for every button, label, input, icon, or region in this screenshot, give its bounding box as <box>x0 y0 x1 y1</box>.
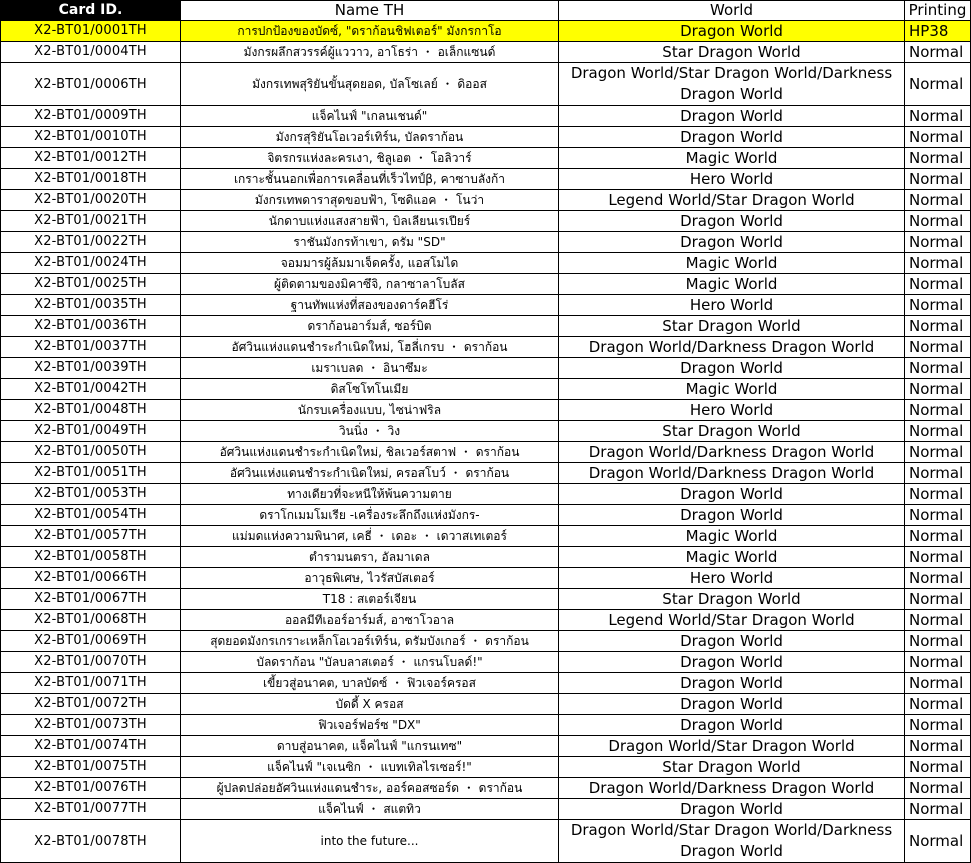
cell-printing[interactable]: Normal <box>905 610 971 631</box>
cell-card-id[interactable]: X2-BT01/0074TH <box>1 736 181 757</box>
cell-world[interactable]: Dragon World/Darkness Dragon World <box>559 463 905 484</box>
cell-card-id[interactable]: X2-BT01/0042TH <box>1 379 181 400</box>
cell-card-id[interactable]: X2-BT01/0021TH <box>1 211 181 232</box>
cell-printing[interactable]: Normal <box>905 400 971 421</box>
cell-card-id[interactable]: X2-BT01/0072TH <box>1 694 181 715</box>
table-row[interactable] <box>1 295 971 316</box>
header-name-th[interactable]: Name TH <box>181 1 559 21</box>
cell-name-th[interactable]: ฟิวเจอร์ฟอร์ซ "DX" <box>181 715 559 736</box>
cell-printing[interactable]: Normal <box>905 484 971 505</box>
cell-printing[interactable]: Normal <box>905 316 971 337</box>
cell-name-th[interactable]: ดาบสู่อนาคต, แจ็คไนฟ์ "แกรนเทซ" <box>181 736 559 757</box>
cell-printing[interactable]: Normal <box>905 442 971 463</box>
table-row[interactable] <box>1 673 971 694</box>
cell-name-th[interactable]: ออลมีทีเออร์อาร์มส์, อาซาโวอาล <box>181 610 559 631</box>
cell-world[interactable]: Dragon World <box>559 484 905 505</box>
cell-world[interactable]: Hero World <box>559 169 905 190</box>
cell-card-id[interactable]: X2-BT01/0071TH <box>1 673 181 694</box>
cell-world[interactable]: Star Dragon World <box>559 316 905 337</box>
cell-printing[interactable]: Normal <box>905 673 971 694</box>
cell-world[interactable]: Legend World/Star Dragon World <box>559 190 905 211</box>
cell-printing[interactable]: Normal <box>905 253 971 274</box>
cell-printing[interactable]: Normal <box>905 358 971 379</box>
table-row[interactable] <box>1 715 971 736</box>
cell-printing[interactable]: Normal <box>905 42 971 63</box>
table-row[interactable] <box>1 42 971 63</box>
cell-name-th[interactable]: ดราโกเมมโมเรีย -เครื่องระลึกถึงแห่งมังกร- <box>181 505 559 526</box>
cell-world[interactable]: Star Dragon World <box>559 421 905 442</box>
cell-card-id[interactable]: X2-BT01/0010TH <box>1 127 181 148</box>
cell-world[interactable]: Dragon World/Star Dragon World <box>559 736 905 757</box>
cell-name-th[interactable]: ทางเดียวที่จะหนีให้พ้นความตาย <box>181 484 559 505</box>
cell-name-th[interactable]: มังกรเทพดาราสุดขอบฟ้า, โซดิแอค ・ โนว่า <box>181 190 559 211</box>
table-row[interactable] <box>1 568 971 589</box>
cell-world[interactable]: Dragon World <box>559 358 905 379</box>
cell-card-id[interactable]: X2-BT01/0024TH <box>1 253 181 274</box>
cell-printing[interactable]: Normal <box>905 274 971 295</box>
cell-name-th[interactable]: วินนิ่ง ・ วิง <box>181 421 559 442</box>
cell-card-id[interactable]: X2-BT01/0009TH <box>1 106 181 127</box>
cell-printing[interactable]: HP38 <box>905 21 971 42</box>
table-row[interactable] <box>1 274 971 295</box>
cell-world[interactable]: Magic World <box>559 274 905 295</box>
cell-name-th[interactable]: อาวุธพิเศษ, ไวรัสบัสเตอร์ <box>181 568 559 589</box>
cell-name-th[interactable]: แม่มดแห่งความพินาศ, เคธี่ ・ เดอะ ・ เดวาสเทเตอร์ <box>181 526 559 547</box>
cell-world[interactable]: Dragon World <box>559 631 905 652</box>
table-row[interactable] <box>1 799 971 820</box>
table-row[interactable] <box>1 820 971 863</box>
table-row[interactable] <box>1 232 971 253</box>
cell-card-id[interactable]: X2-BT01/0053TH <box>1 484 181 505</box>
cell-name-th[interactable]: จอมมารผู้ล้มมาเจ็ดครั้ง, แอสโมได <box>181 253 559 274</box>
table-row[interactable] <box>1 63 971 106</box>
table-row[interactable] <box>1 169 971 190</box>
cell-world[interactable]: Legend World/Star Dragon World <box>559 610 905 631</box>
table-row[interactable] <box>1 610 971 631</box>
table-row[interactable] <box>1 652 971 673</box>
cell-name-th[interactable]: อัศวินแห่งแดนชำระกำเนิดใหม่, โฮลี่เกรบ ・ ดราก้อน <box>181 337 559 358</box>
cell-card-id[interactable]: X2-BT01/0004TH <box>1 42 181 63</box>
cell-printing[interactable]: Normal <box>905 652 971 673</box>
cell-printing[interactable]: Normal <box>905 505 971 526</box>
cell-name-th[interactable]: into the future... <box>181 820 559 863</box>
cell-name-th[interactable]: จิตรกรแห่งละครเงา, ชิลูเอต ・ โอลิวาร์ <box>181 148 559 169</box>
cell-world[interactable]: Dragon World <box>559 211 905 232</box>
cell-name-th[interactable]: บัลดราก้อน "บัลบลาสเตอร์ ・ แกรนโบลด์!" <box>181 652 559 673</box>
cell-world[interactable]: Dragon World <box>559 106 905 127</box>
cell-printing[interactable]: Normal <box>905 190 971 211</box>
cell-card-id[interactable]: X2-BT01/0049TH <box>1 421 181 442</box>
cell-world[interactable]: Star Dragon World <box>559 757 905 778</box>
cell-world[interactable]: Magic World <box>559 379 905 400</box>
cell-printing[interactable]: Normal <box>905 631 971 652</box>
cell-card-id[interactable]: X2-BT01/0075TH <box>1 757 181 778</box>
cell-world[interactable]: Dragon World <box>559 694 905 715</box>
cell-name-th[interactable]: แจ็คไนฟ์ ・ สแตทิว <box>181 799 559 820</box>
cell-world[interactable]: Dragon World <box>559 505 905 526</box>
cell-printing[interactable]: Normal <box>905 547 971 568</box>
table-row[interactable] <box>1 631 971 652</box>
cell-printing[interactable]: Normal <box>905 232 971 253</box>
table-row[interactable] <box>1 379 971 400</box>
cell-printing[interactable]: Normal <box>905 148 971 169</box>
cell-card-id[interactable]: X2-BT01/0067TH <box>1 589 181 610</box>
cell-world[interactable]: Dragon World <box>559 799 905 820</box>
cell-world[interactable]: Dragon World <box>559 673 905 694</box>
cell-name-th[interactable]: อัศวินแห่งแดนชำระกำเนิดใหม่, ชิลเวอร์สตาฟ ・ ดราก้อน <box>181 442 559 463</box>
cell-card-id[interactable]: X2-BT01/0051TH <box>1 463 181 484</box>
cell-world[interactable]: Star Dragon World <box>559 589 905 610</box>
cell-printing[interactable]: Normal <box>905 169 971 190</box>
cell-world[interactable]: Hero World <box>559 295 905 316</box>
table-row[interactable] <box>1 736 971 757</box>
cell-name-th[interactable]: ผู้ปลดปล่อยอัศวินแห่งแดนชำระ, ออร์คอสซอร์ด ・ ดราก้อน <box>181 778 559 799</box>
header-card-id[interactable]: Card ID. <box>1 1 181 21</box>
cell-card-id[interactable]: X2-BT01/0077TH <box>1 799 181 820</box>
cell-name-th[interactable]: ราชันมังกรท้าเขา, ดรัม "SD" <box>181 232 559 253</box>
cell-name-th[interactable]: ฐานทัพแห่งที่สองของดาร์คฮีโร่ <box>181 295 559 316</box>
cell-world[interactable]: Hero World <box>559 568 905 589</box>
table-row[interactable] <box>1 148 971 169</box>
table-row[interactable] <box>1 484 971 505</box>
cell-name-th[interactable]: การปกป้องของบัดซ์, "ดราก้อนชิฟเตอร์" มังกรกาโอ <box>181 21 559 42</box>
cell-card-id[interactable]: X2-BT01/0078TH <box>1 820 181 863</box>
cell-world[interactable]: Dragon World/Darkness Dragon World <box>559 442 905 463</box>
cell-name-th[interactable]: ผู้ติดตามของมิคาซึจิ, กลาซาลาโบลัส <box>181 274 559 295</box>
cell-world[interactable]: Dragon World/Star Dragon World/Darkness Dragon World <box>559 820 905 863</box>
cell-card-id[interactable]: X2-BT01/0006TH <box>1 63 181 106</box>
cell-world[interactable]: Magic World <box>559 547 905 568</box>
cell-name-th[interactable]: เมราเบลด ・ อินาซึมะ <box>181 358 559 379</box>
cell-world[interactable]: Dragon World <box>559 21 905 42</box>
table-row[interactable] <box>1 21 971 42</box>
table-row[interactable] <box>1 526 971 547</box>
cell-name-th[interactable]: สุดยอดมังกรเกราะเหล็กโอเวอร์เทิร์น, ดรัมบังเกอร์ ・ ดราก้อน <box>181 631 559 652</box>
cell-printing[interactable]: Normal <box>905 694 971 715</box>
cell-card-id[interactable]: X2-BT01/0018TH <box>1 169 181 190</box>
cell-world[interactable]: Magic World <box>559 148 905 169</box>
table-row[interactable] <box>1 106 971 127</box>
table-row[interactable] <box>1 589 971 610</box>
cell-card-id[interactable]: X2-BT01/0068TH <box>1 610 181 631</box>
cell-printing[interactable]: Normal <box>905 106 971 127</box>
cell-name-th[interactable]: ตำรามนตรา, อัลมาเดล <box>181 547 559 568</box>
cell-card-id[interactable]: X2-BT01/0054TH <box>1 505 181 526</box>
table-row[interactable] <box>1 190 971 211</box>
cell-printing[interactable]: Normal <box>905 421 971 442</box>
cell-printing[interactable]: Normal <box>905 589 971 610</box>
header-world[interactable]: World <box>559 1 905 21</box>
cell-world[interactable]: Magic World <box>559 253 905 274</box>
cell-world[interactable]: Magic World <box>559 526 905 547</box>
cell-name-th[interactable]: เขี้ยวสู่อนาคต, บาลบัดซ์ ・ ฟิวเจอร์ครอส <box>181 673 559 694</box>
table-row[interactable] <box>1 778 971 799</box>
cell-printing[interactable]: Normal <box>905 337 971 358</box>
cell-world[interactable]: Hero World <box>559 400 905 421</box>
cell-name-th[interactable]: บัดดี้ X ครอส <box>181 694 559 715</box>
cell-card-id[interactable]: X2-BT01/0066TH <box>1 568 181 589</box>
cell-card-id[interactable]: X2-BT01/0037TH <box>1 337 181 358</box>
cell-name-th[interactable]: แจ็คไนฟ์ "เจเนซิก ・ แบทเทิลไรเซอร์!" <box>181 757 559 778</box>
cell-printing[interactable]: Normal <box>905 127 971 148</box>
cell-name-th[interactable]: เกราะชั้นนอกเพื่อการเคลื่อนที่เร็วไทป์β, คาซาบลังก้า <box>181 169 559 190</box>
cell-name-th[interactable]: ดราก้อนอาร์มส์, ซอร์บิต <box>181 316 559 337</box>
cell-printing[interactable]: Normal <box>905 778 971 799</box>
table-row[interactable] <box>1 694 971 715</box>
cell-name-th[interactable]: มังกรผลึกสวรรค์ผู้แววาว, อาโธร่า ・ อเล็กแซนด์ <box>181 42 559 63</box>
cell-card-id[interactable]: X2-BT01/0057TH <box>1 526 181 547</box>
cell-world[interactable]: Dragon World <box>559 652 905 673</box>
cell-card-id[interactable]: X2-BT01/0076TH <box>1 778 181 799</box>
table-row[interactable] <box>1 358 971 379</box>
cell-card-id[interactable]: X2-BT01/0039TH <box>1 358 181 379</box>
table-row[interactable] <box>1 547 971 568</box>
cell-world[interactable]: Dragon World/Darkness Dragon World <box>559 337 905 358</box>
cell-printing[interactable]: Normal <box>905 568 971 589</box>
cell-world[interactable]: Dragon World <box>559 127 905 148</box>
table-row[interactable] <box>1 211 971 232</box>
cell-name-th[interactable]: T18 : สเตอร์เจียน <box>181 589 559 610</box>
table-body <box>1 21 971 863</box>
cell-printing[interactable]: Normal <box>905 799 971 820</box>
header-row <box>1 1 971 21</box>
cell-printing[interactable]: Normal <box>905 526 971 547</box>
cell-card-id[interactable]: X2-BT01/0025TH <box>1 274 181 295</box>
table-row[interactable] <box>1 421 971 442</box>
cell-world[interactable]: Dragon World/Star Dragon World/Darkness Dragon World <box>559 63 905 106</box>
cell-card-id[interactable]: X2-BT01/0020TH <box>1 190 181 211</box>
table-row[interactable] <box>1 505 971 526</box>
cell-card-id[interactable]: X2-BT01/0048TH <box>1 400 181 421</box>
cell-card-id[interactable]: X2-BT01/0058TH <box>1 547 181 568</box>
table-row[interactable] <box>1 316 971 337</box>
cell-card-id[interactable]: X2-BT01/0012TH <box>1 148 181 169</box>
cell-name-th[interactable]: มังกรเทพสุริยันขั้นสุดยอด, บัลโซเลย์ ・ ดิออส <box>181 63 559 106</box>
cell-printing[interactable]: Normal <box>905 295 971 316</box>
cell-card-id[interactable]: X2-BT01/0070TH <box>1 652 181 673</box>
cell-name-th[interactable]: ดิสโซโทโนเมีย <box>181 379 559 400</box>
cell-printing[interactable]: Normal <box>905 463 971 484</box>
cell-card-id[interactable]: X2-BT01/0035TH <box>1 295 181 316</box>
cell-card-id[interactable]: X2-BT01/0073TH <box>1 715 181 736</box>
table-row[interactable] <box>1 442 971 463</box>
cell-name-th[interactable]: อัศวินแห่งแดนชำระกำเนิดใหม่, ครอสโบว์ ・ ดราก้อน <box>181 463 559 484</box>
cell-printing[interactable]: Normal <box>905 757 971 778</box>
cell-name-th[interactable]: มังกรสุริยันโอเวอร์เทิร์น, บัลดราก้อน <box>181 127 559 148</box>
cell-card-id[interactable]: X2-BT01/0001TH <box>1 21 181 42</box>
table-row[interactable] <box>1 127 971 148</box>
cell-world[interactable]: Dragon World <box>559 715 905 736</box>
cell-name-th[interactable]: นักดาบแห่งแสงสายฟ้า, บิลเลียนเรเปียร์ <box>181 211 559 232</box>
cell-card-id[interactable]: X2-BT01/0036TH <box>1 316 181 337</box>
cell-printing[interactable]: Normal <box>905 379 971 400</box>
cell-printing[interactable]: Normal <box>905 820 971 863</box>
cell-card-id[interactable]: X2-BT01/0069TH <box>1 631 181 652</box>
cell-world[interactable]: Dragon World <box>559 232 905 253</box>
cell-printing[interactable]: Normal <box>905 736 971 757</box>
cell-world[interactable]: Dragon World/Darkness Dragon World <box>559 778 905 799</box>
cell-world[interactable]: Star Dragon World <box>559 42 905 63</box>
cell-printing[interactable]: Normal <box>905 715 971 736</box>
header-printing[interactable]: Printing <box>905 1 971 21</box>
table-row[interactable] <box>1 253 971 274</box>
cell-card-id[interactable]: X2-BT01/0022TH <box>1 232 181 253</box>
cell-name-th[interactable]: นักรบเครื่องแบบ, ไซน่าฟริล <box>181 400 559 421</box>
cell-name-th[interactable]: แจ็คไนฟ์ "เกลนเชนด์" <box>181 106 559 127</box>
cell-card-id[interactable]: X2-BT01/0050TH <box>1 442 181 463</box>
table-row[interactable] <box>1 757 971 778</box>
table-row[interactable] <box>1 463 971 484</box>
cell-printing[interactable]: Normal <box>905 211 971 232</box>
table-row[interactable] <box>1 337 971 358</box>
cell-printing[interactable]: Normal <box>905 63 971 106</box>
table-row[interactable] <box>1 400 971 421</box>
